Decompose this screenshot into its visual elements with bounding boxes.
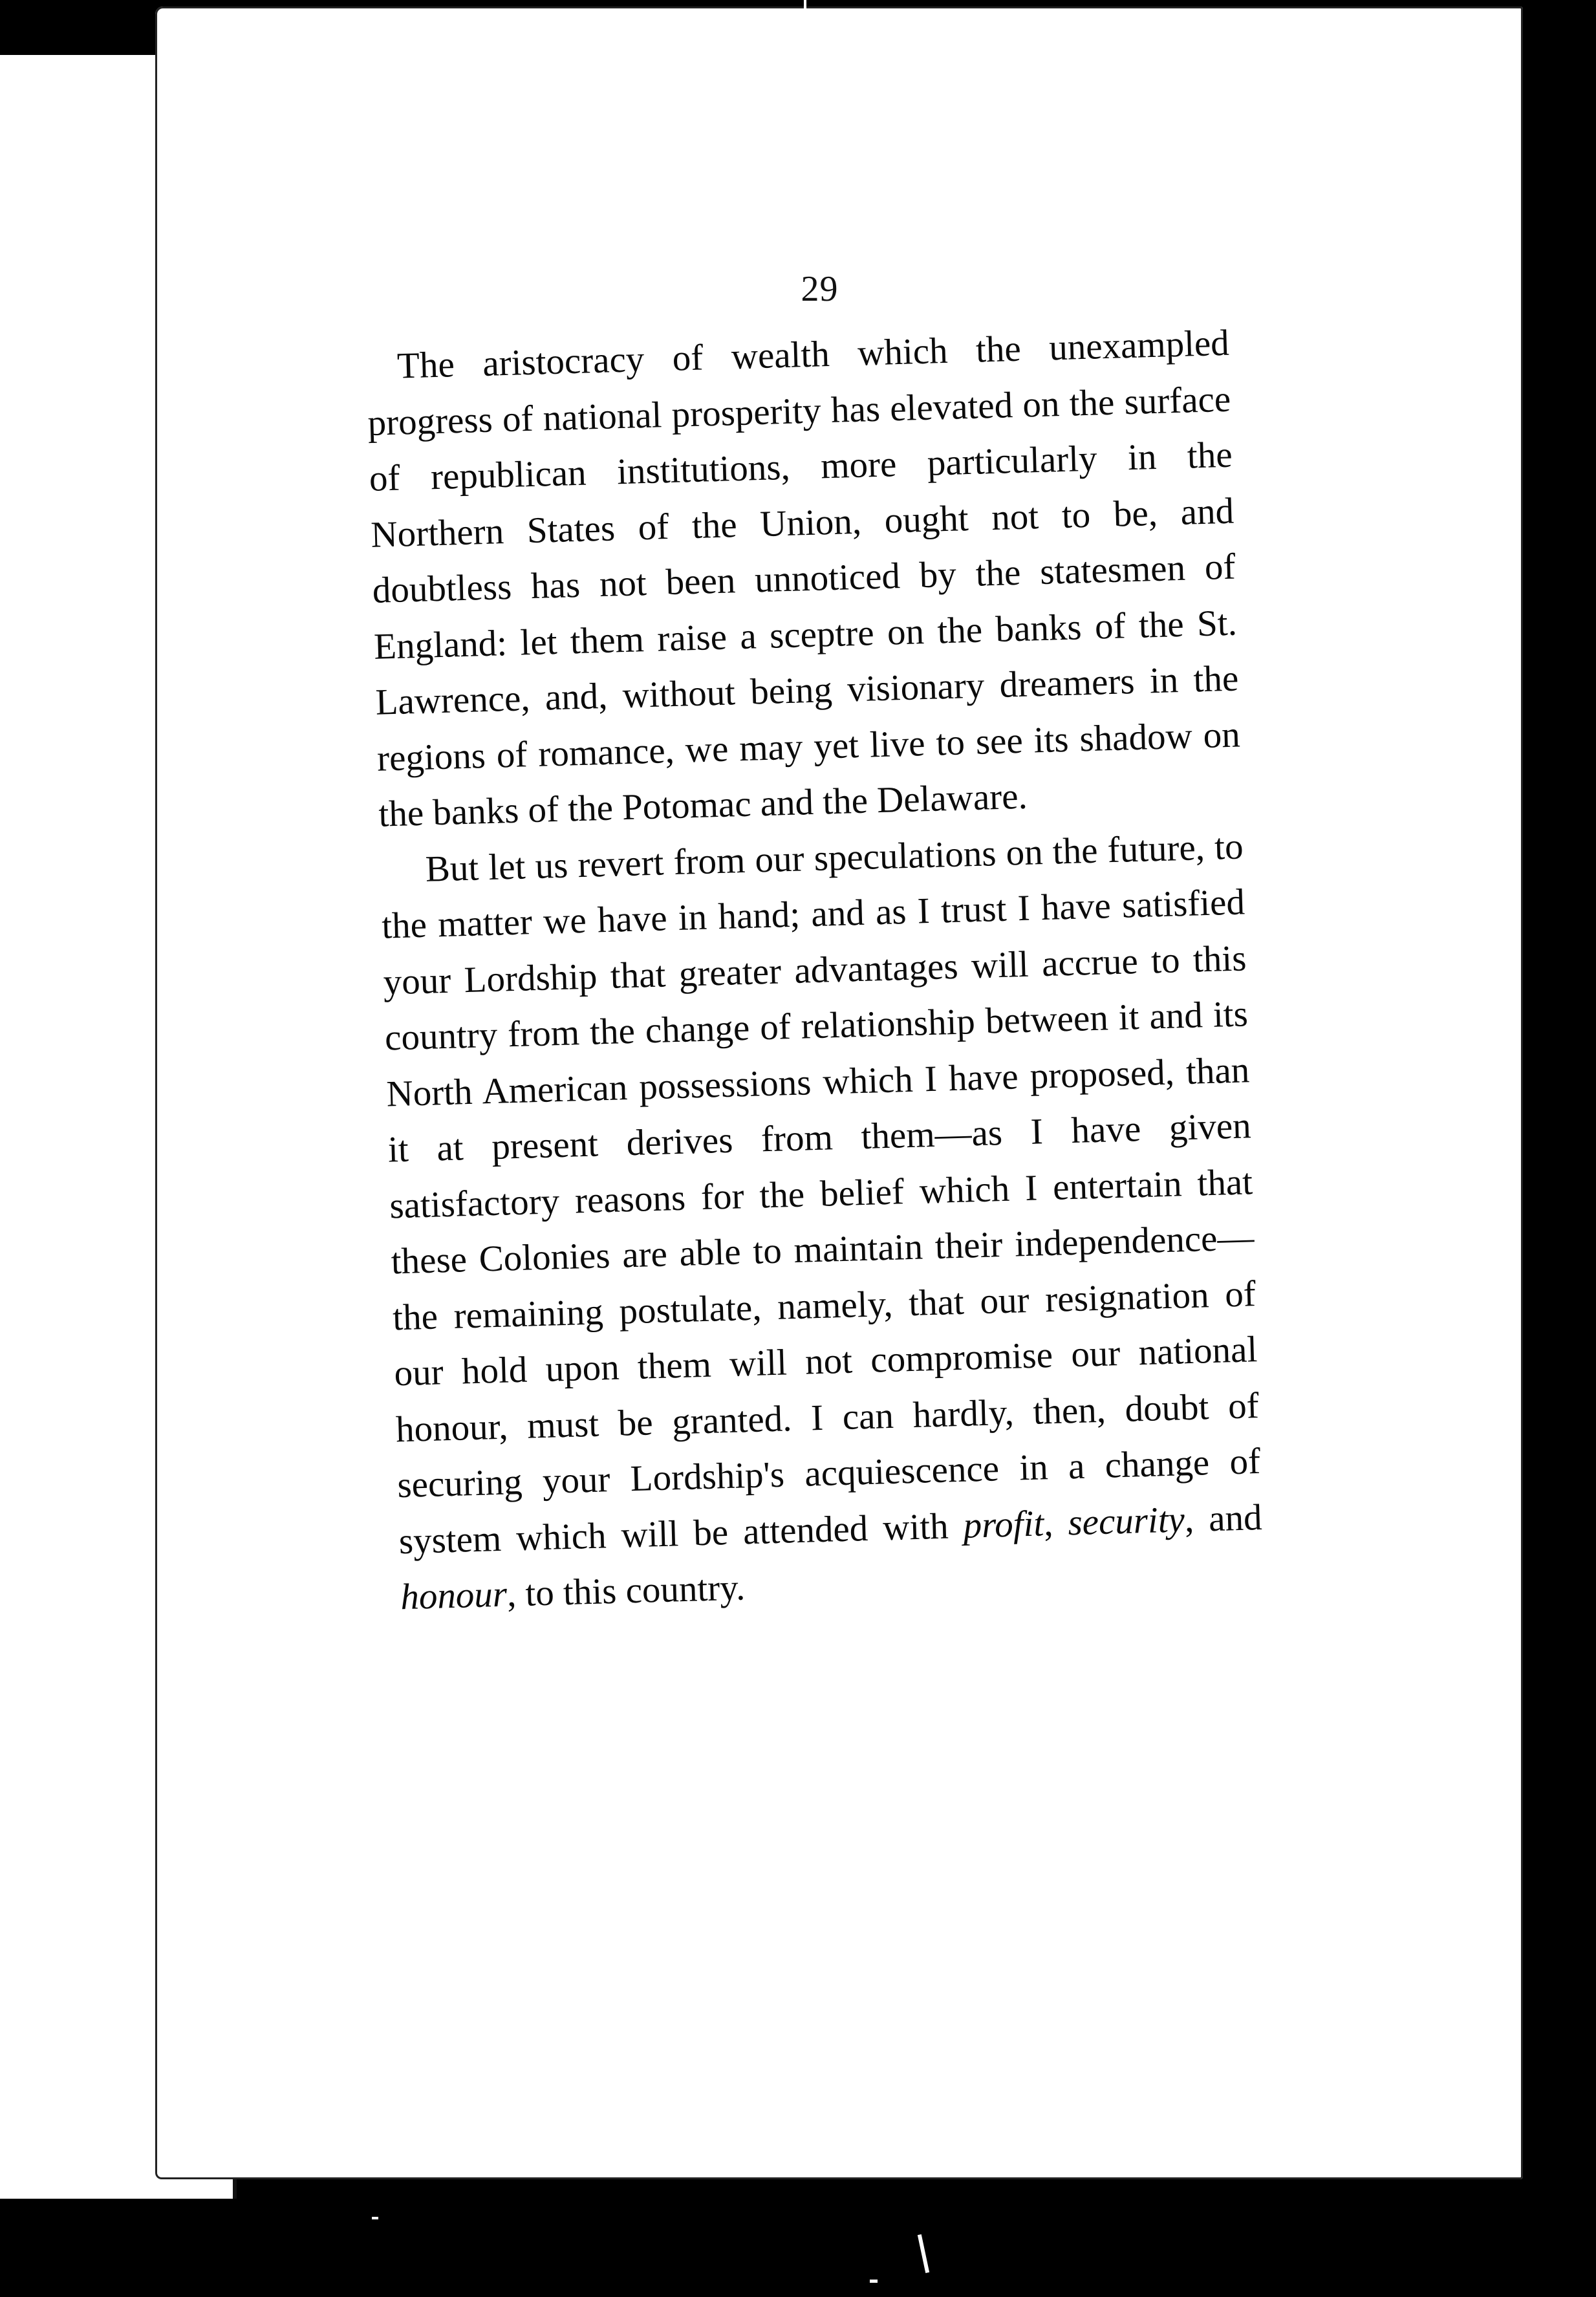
paragraph-2-text: But let us revert from our speculations on the future, to the matter we have in hand; and as I trust I have satisfied your Lordship that greater advantages will accrue to this country from the change of relationship between it and its North American possessions which I have proposed, than it at present derives from them—as I have given satisfactory reasons for the belief which I entertain that these Colonies are able to maintain their independence—the remaining postulate, namely, that our resignation of our hold upon them will not compromise our national honour, must be granted. I can hardly, then, doubt of securing your Lordship's acquiescence in a change of system which will be attended with [381, 825, 1261, 1562]
paragraph-2 [380, 819, 1264, 1626]
emphasis-security: security [1067, 1498, 1185, 1543]
scan-speck [870, 2280, 878, 2283]
separator: , and [1183, 1496, 1263, 1540]
paragraph-1: The aristocracy of wealth which the unexampled progress of national prosperity has elevated on the surface of republican institutions, more particularly in the Northern States of the Union, ought not to be, and doubtless has not been unnoticed by the statesmen of England: let them raise a sceptre on the banks of the St. Lawrence, and, without being visionary dreamers in the regions of romance, we may yet live to see its shadow on the banks of the Potomac and the Delaware. [367, 322, 1241, 835]
scan-speck [918, 2234, 929, 2273]
emphasis-profit: profit [962, 1502, 1045, 1546]
scan-speck [372, 2217, 378, 2219]
separator: , [1043, 1502, 1054, 1544]
book-page [155, 6, 1523, 2179]
paragraph-2-ending: , to this country. [506, 1567, 746, 1615]
body-text [365, 316, 1264, 1626]
emphasis-honour: honour [400, 1573, 508, 1618]
scan-speck [804, 0, 806, 9]
page-number: 29 [801, 269, 839, 309]
